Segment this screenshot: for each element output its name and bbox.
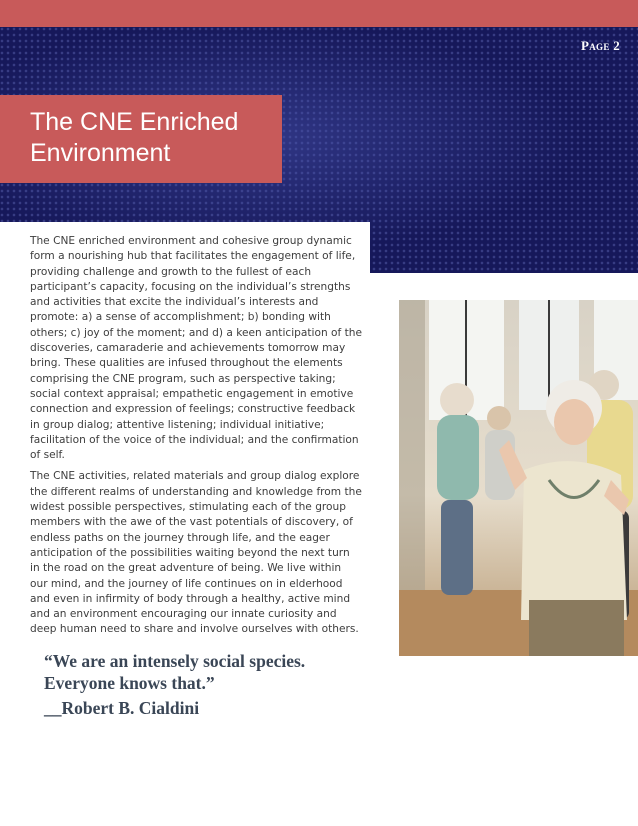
page-title — [30, 107, 282, 169]
pull-quote-line-2: Everyone knows that.” — [44, 673, 215, 693]
pull-quote — [44, 650, 384, 694]
page-title-line-1: The CNE Enriched — [30, 108, 239, 136]
top-accent-bar — [0, 0, 638, 27]
body-paragraph-2: The CNE activities, related materials and group dialog explore the different realms of understanding and knowledge from the widest possible perspectives, stimulating each of the group members with the awe of the vast potentials of discovery, of endless paths on the journey through life, and the eager anticipation of the possibilities waiting beyond the next turn in the road on the great adventure of being. We live within our mind, and the journey of life continues on in elderhood and even in infirmity of body through a healthy, active mind and an environment encouraging our innate curiosity and deep human need to share and involve ourselves with others. — [30, 470, 362, 636]
quote-author: __Robert B. Cialdini — [44, 698, 200, 718]
page-number: Page 2 — [581, 38, 620, 53]
pull-quote-line-1: “We are an intensely social species. — [44, 651, 306, 671]
body-paragraph-1: The CNE enriched environment and cohesive group dynamic form a nourishing hub that facilitates the engagement of life, providing challenge and growth to the fullest of each participant’s capacity, focusing on the individual’s strengths and activities that excite the individual’s interests and promote: a) a sense of accomplishment; b) bonding with others; c) joy of the moment; and d) a keen anticipation of the discoveries, camaraderie and achievements tomorrow may bring. These qualities are infused throughout the elements comprising the CNE program, such as perspective taking; social context appraisal; empathetic engagement in emotive connection and expression of feelings; constructive feedback in group dialog; attentive listening; individual initiative; facilitation of the voice of the individual; and the confirmation of self. — [30, 235, 363, 462]
body-text-panel — [0, 222, 370, 636]
seniors-dancing-photo — [399, 300, 638, 656]
title-banner — [0, 95, 282, 183]
page-title-line-2: Environment — [30, 139, 171, 167]
